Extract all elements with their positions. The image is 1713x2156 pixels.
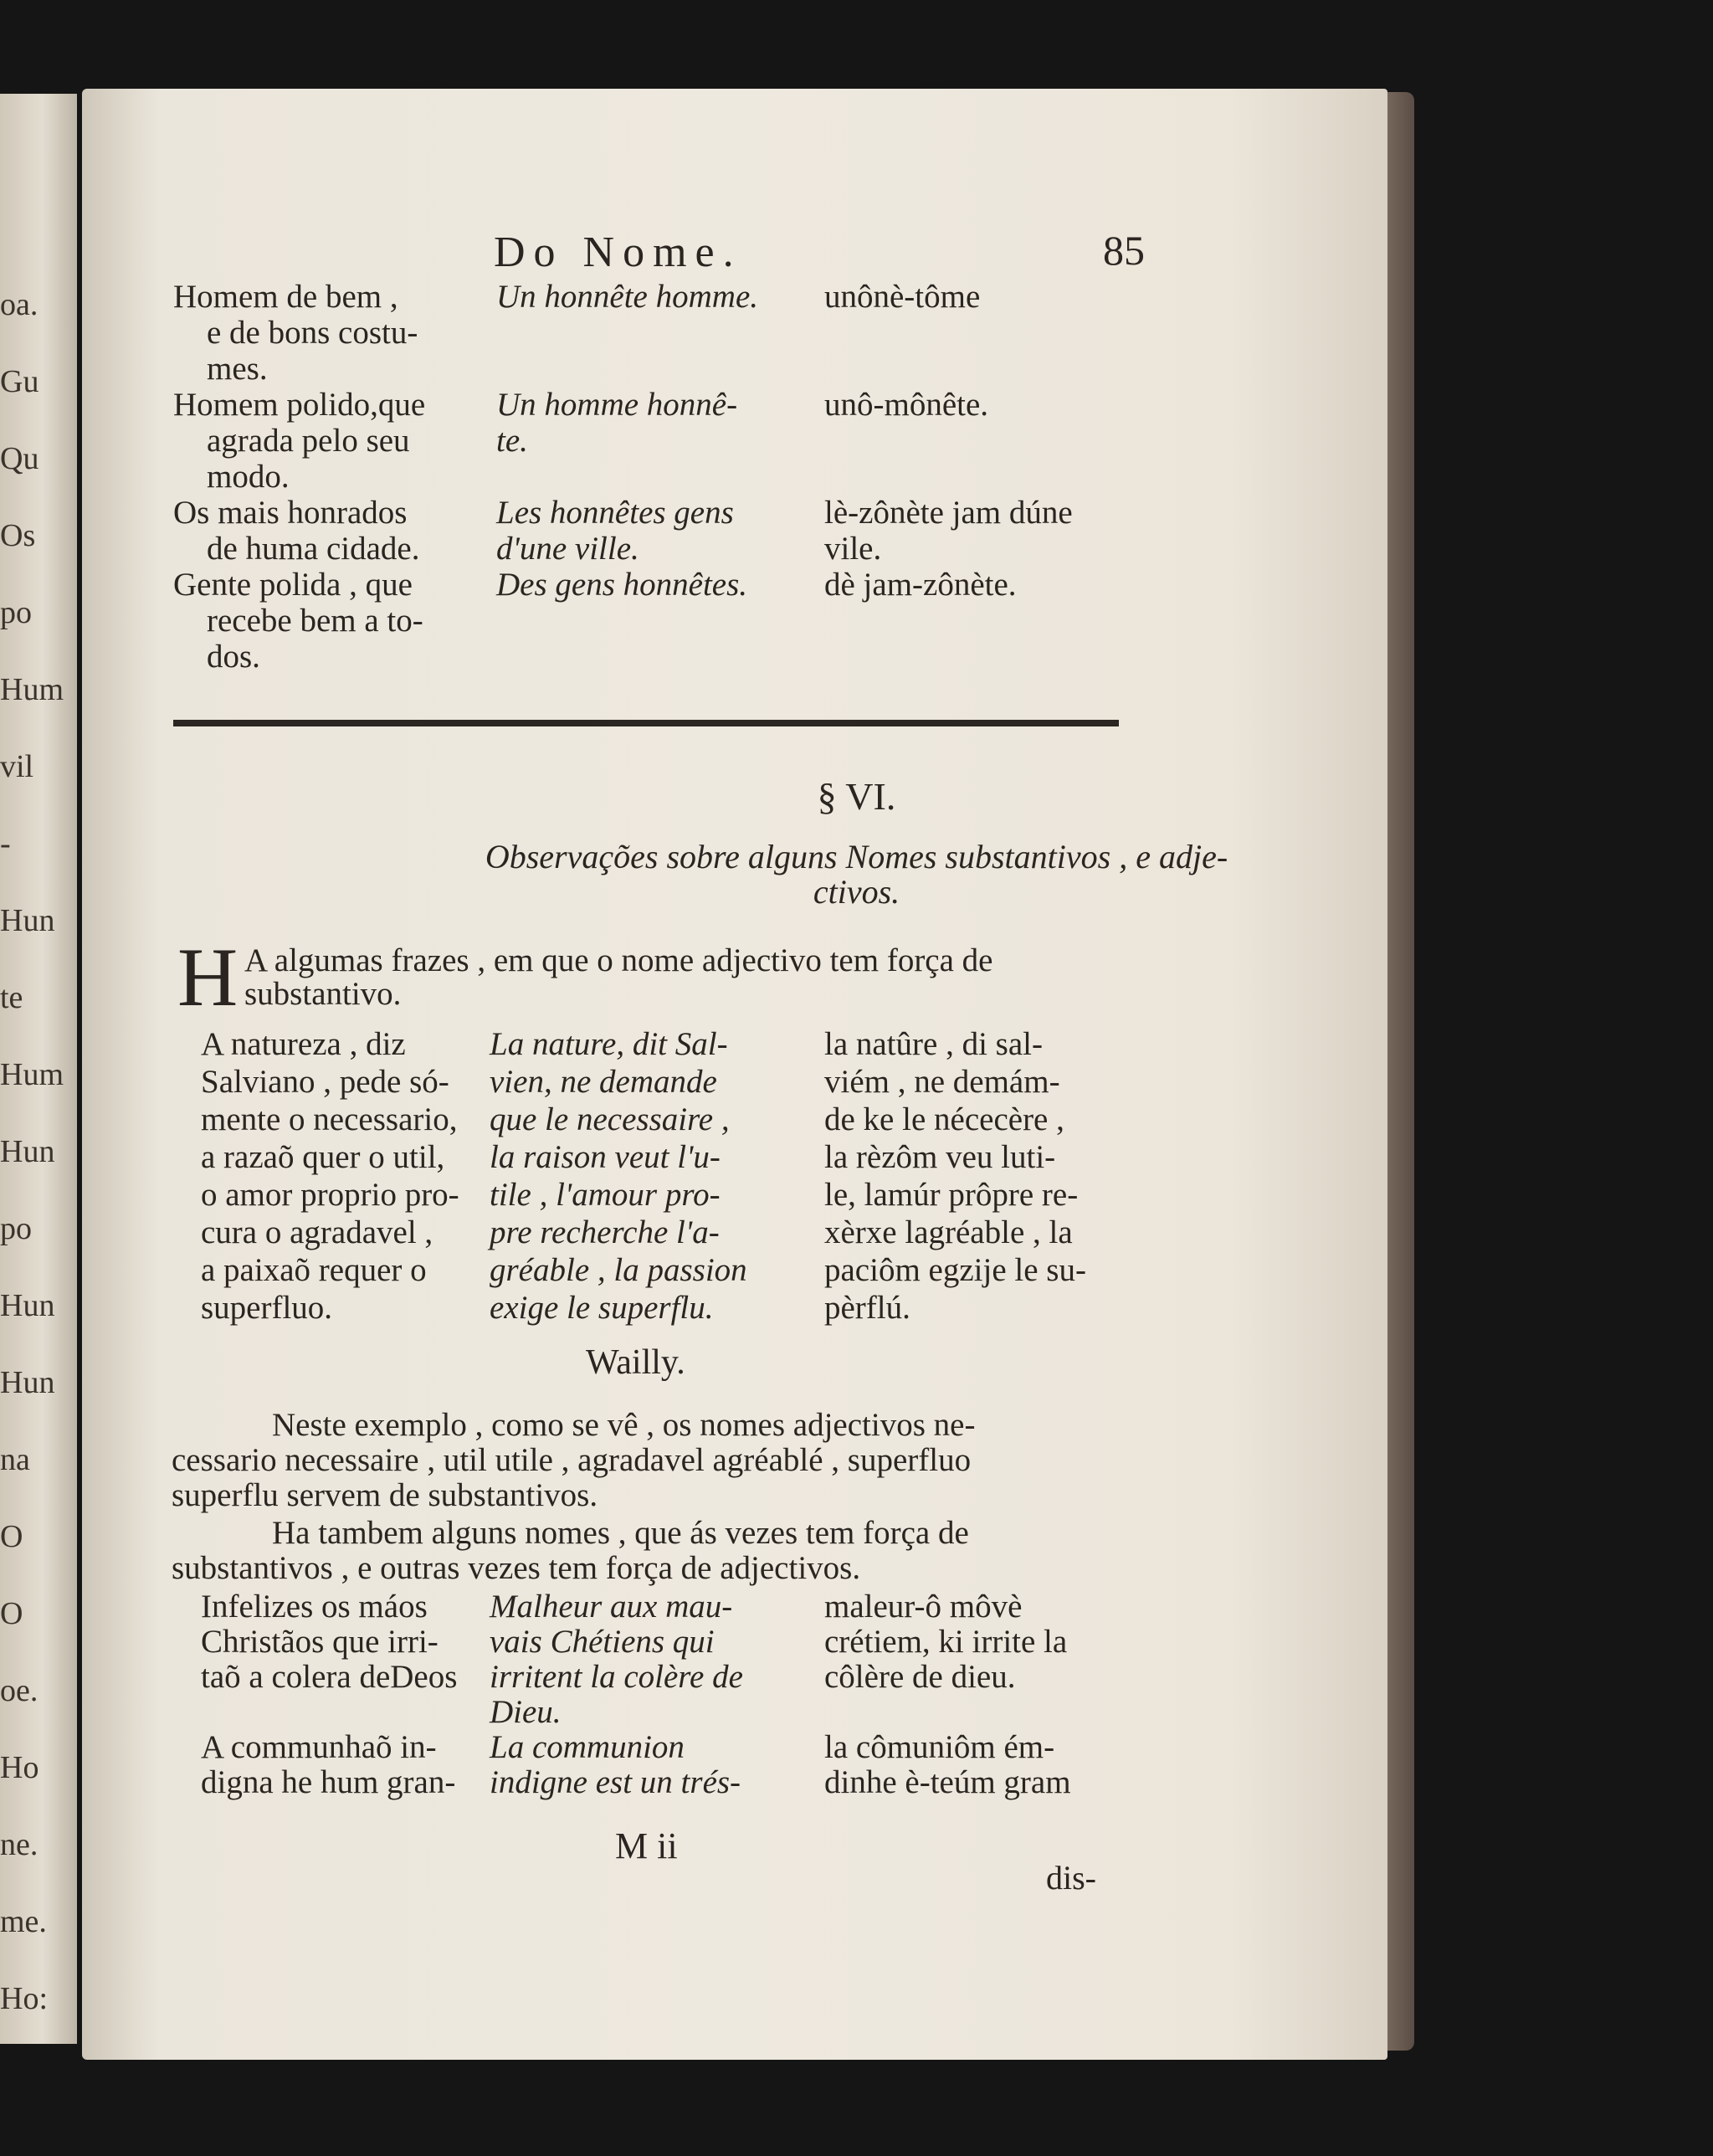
paragraph-2-line-1: Ha tambem alguns nomes , que ás vezes tem força de <box>272 1515 969 1551</box>
table3-col2-line: Malheur aux mau- <box>490 1589 733 1625</box>
table1-col1-line: Os mais honrados <box>173 495 408 531</box>
left-page-fragment: te <box>0 980 23 1015</box>
running-head: Do Nome. <box>494 228 742 276</box>
table1-col1-line: modo. <box>207 459 290 495</box>
table1-col1-line: Homem polido,que <box>173 387 426 423</box>
table1-col1-line: e de bons costu- <box>207 315 418 351</box>
table2-col3-line: la natûre , di sal- <box>824 1026 1043 1062</box>
table1-col1-line: dos. <box>207 639 260 675</box>
left-page-fragment: Hun <box>0 1288 55 1323</box>
table2-col2-line: La nature, dit Sal- <box>490 1026 728 1062</box>
left-page-fragment: Hun <box>0 1134 55 1169</box>
table3-col3-line: la cômuniôm ém- <box>824 1729 1055 1765</box>
table1-col2-line: d'une ville. <box>496 531 639 567</box>
table1-col1-line: recebe bem a to- <box>207 603 423 639</box>
table1-col3-line: unô-mônête. <box>824 387 989 423</box>
paragraph-2-line-2: substantivos , e outras vezes tem força de adjectivos. <box>172 1550 861 1586</box>
signature-mark: M ii <box>615 1825 678 1866</box>
left-page-fragment: Gu <box>0 364 39 399</box>
table1-col3-line: unônè-tôme <box>824 279 981 315</box>
table3-col1-line: Infelizes os máos <box>201 1589 428 1625</box>
left-page-fragment: - <box>0 826 11 861</box>
table3-col1-line: Christãos que irri- <box>201 1624 439 1660</box>
left-page-fragment: Ho <box>0 1750 39 1785</box>
table2-col1-line: superfluo. <box>201 1290 333 1326</box>
table1-col2-line: Des gens honnêtes. <box>496 567 748 603</box>
table3-col3-line: côlère de dieu. <box>824 1659 1016 1695</box>
table2-col3-line: viém , ne demám- <box>824 1064 1060 1100</box>
table1-col3-line: dè jam-zônète. <box>824 567 1017 603</box>
table2-col1-line: Salviano , pede só- <box>201 1064 449 1100</box>
left-page-fragment: Os <box>0 518 36 553</box>
table1-col1-line: Gente polida , que <box>173 567 413 603</box>
table2-col2-line: tile , l'amour pro- <box>490 1177 721 1213</box>
left-page-fragment: Hun <box>0 903 55 938</box>
table1-col2-line: te. <box>496 423 528 459</box>
left-page-fragment: po <box>0 1211 32 1246</box>
left-page-fragment: Hum <box>0 672 64 707</box>
table3-col1-line: digna he hum gran- <box>201 1764 456 1800</box>
table3-col2-line: irritent la colère de <box>490 1659 743 1695</box>
paragraph-1-line-3: superflu servem de substantivos. <box>172 1477 598 1513</box>
table2-col2-line: gréable , la passion <box>490 1252 747 1288</box>
table3-col2-line: indigne est un trés- <box>490 1764 741 1800</box>
table1-col3-line: vile. <box>824 531 882 567</box>
left-page-fragment: Qu <box>0 441 39 476</box>
table3-col2-line: La communion <box>490 1729 685 1765</box>
section-number: § VI. <box>817 775 896 818</box>
paragraph-1-line-1: Neste exemplo , como se vê , os nomes adjectivos ne- <box>272 1407 976 1443</box>
left-page-fragment: O <box>0 1596 23 1631</box>
table2-col3-line: le, lamúr prôpre re- <box>824 1177 1079 1213</box>
page-number: 85 <box>1103 227 1145 274</box>
left-page-fragment: po <box>0 595 32 630</box>
table2-col3-line: pèrflú. <box>824 1290 910 1326</box>
table3-col3-line: crétiem, ki irrite la <box>824 1624 1068 1660</box>
left-page-fragment: oa. <box>0 287 38 322</box>
left-page-fragment: me. <box>0 1904 47 1939</box>
table1-col1-line: mes. <box>207 351 268 387</box>
section-title-cont: ctivos. <box>813 873 900 911</box>
catchword: dis- <box>1046 1859 1096 1897</box>
table2-col3-line: de ke le nécecère , <box>824 1101 1064 1137</box>
intro-line-1: A algumas frazes , em que o nome adjectivo tem força de <box>244 942 993 978</box>
table1-col2-line: Un honnête homme. <box>496 279 759 315</box>
table2-col1-line: o amor proprio pro- <box>201 1177 459 1213</box>
table1-col1-line: Homem de bem , <box>173 279 398 315</box>
left-page-fragment: ne. <box>0 1827 38 1862</box>
table3-col1-line: A communhaõ in- <box>201 1729 437 1765</box>
table2-col3-line: xèrxe lagréable , la <box>824 1214 1073 1250</box>
table2-col3-line: la rèzôm veu luti- <box>824 1139 1056 1175</box>
table1-col3-line: lè-zônète jam dúne <box>824 495 1073 531</box>
table2-col1-line: cura o agradavel , <box>201 1214 433 1250</box>
table2-col2-line: vien, ne demande <box>490 1064 717 1100</box>
table2-col2-line: pre recherche l'a- <box>490 1214 720 1250</box>
table1-col2-line: Un homme honnê- <box>496 387 738 423</box>
table1-col2-line: Les honnêtes gens <box>496 495 734 531</box>
table3-col3-line: maleur-ô môvè <box>824 1589 1023 1625</box>
section-title: Observações sobre alguns Nomes substantivos , e adje- <box>485 838 1228 875</box>
intro-line-2: substantivo. <box>244 976 402 1012</box>
table1-col1-line: de huma cidade. <box>207 531 420 567</box>
table2-col1-line: mente o necessario, <box>201 1101 458 1137</box>
paragraph-1-line-2: cessario necessaire , util utile , agradavel agréablé , superfluo <box>172 1442 972 1478</box>
drop-cap: H <box>177 931 238 1024</box>
table2-col1-line: A natureza , diz <box>201 1026 406 1062</box>
left-page-fragment: oe. <box>0 1673 38 1708</box>
left-page-fragment: Ho: <box>0 1981 48 2016</box>
table2-col1-line: a razaõ quer o util, <box>201 1139 445 1175</box>
table2-col1-line: a paixaõ requer o <box>201 1252 427 1288</box>
table3-col2-line: Dieu. <box>490 1694 562 1730</box>
table1-col1-line: agrada pelo seu <box>207 423 410 459</box>
left-page-fragment: na <box>0 1442 30 1477</box>
table3-col3-line: dinhe è-teúm gram <box>824 1764 1071 1800</box>
attribution: Wailly. <box>586 1343 685 1382</box>
table2-col2-line: que le necessaire , <box>490 1101 730 1137</box>
table2-col2-line: la raison veut l'u- <box>490 1139 721 1175</box>
table2-col2-line: exige le superflu. <box>490 1290 714 1326</box>
table3-col1-line: taõ a colera deDeos <box>201 1659 458 1695</box>
table2-col3-line: paciôm egzije le su- <box>824 1252 1086 1288</box>
table3-col2-line: vais Chétiens qui <box>490 1624 715 1660</box>
left-page-fragment: Hum <box>0 1057 64 1092</box>
section-rule <box>173 720 1119 726</box>
left-page-fragment: O <box>0 1519 23 1554</box>
left-page-fragment: vil <box>0 749 34 784</box>
left-page-edge <box>0 94 77 2044</box>
left-page-fragment: Hun <box>0 1365 55 1400</box>
